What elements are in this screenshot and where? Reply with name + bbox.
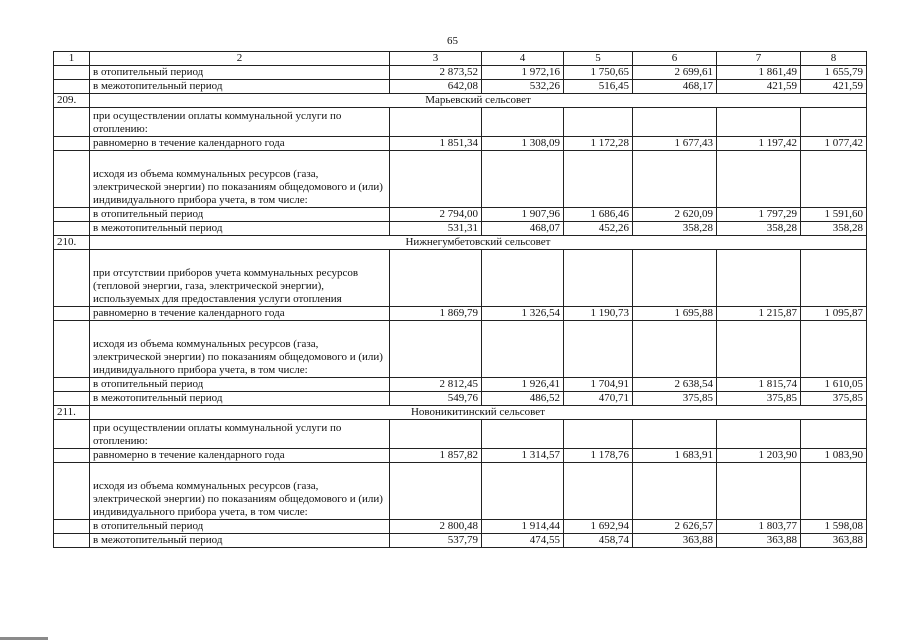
row-number — [54, 108, 90, 137]
value-cell: 375,85 — [717, 392, 801, 406]
value-cell: 549,76 — [390, 392, 482, 406]
value-cell — [390, 108, 482, 137]
value-cell: 458,74 — [564, 534, 633, 548]
row-number — [54, 222, 90, 236]
value-cell: 516,45 — [564, 80, 633, 94]
table-row — [54, 222, 867, 236]
row-label: исходя из объема коммунальных ресурсов (газа, электрической энергии) по показаниям общедомового и (или) индивидуального прибора учета, в том числе: — [90, 151, 390, 208]
value-cell: 1 203,90 — [717, 449, 801, 463]
description-row — [54, 250, 867, 307]
table-row — [54, 534, 867, 548]
value-cell: 1 861,49 — [717, 66, 801, 80]
row-number — [54, 378, 90, 392]
row-number: 209. — [54, 94, 90, 108]
row-label: в межотопительный период — [90, 392, 390, 406]
value-cell — [564, 250, 633, 307]
row-label: в отопительный период — [90, 66, 390, 80]
value-cell — [801, 463, 867, 520]
value-cell: 1 815,74 — [717, 378, 801, 392]
row-label: при осуществлении оплаты коммунальной услуги по отоплению: — [90, 108, 390, 137]
table-row — [54, 378, 867, 392]
value-cell: 486,52 — [482, 392, 564, 406]
value-cell — [564, 151, 633, 208]
value-cell: 452,26 — [564, 222, 633, 236]
value-cell: 470,71 — [564, 392, 633, 406]
value-cell: 1 655,79 — [801, 66, 867, 80]
value-cell: 537,79 — [390, 534, 482, 548]
value-cell: 1 857,82 — [390, 449, 482, 463]
value-cell: 363,88 — [633, 534, 717, 548]
value-cell: 2 620,09 — [633, 208, 717, 222]
value-cell: 1 907,96 — [482, 208, 564, 222]
row-number — [54, 137, 90, 151]
row-label: исходя из объема коммунальных ресурсов (газа, электрической энергии) по показаниям общедомового и (или) индивидуального прибора учета, в том числе: — [90, 321, 390, 378]
value-cell: 363,88 — [801, 534, 867, 548]
value-cell: 1 914,44 — [482, 520, 564, 534]
value-cell — [564, 108, 633, 137]
section-title: Марьевский сельсовет — [90, 94, 867, 108]
row-label: при отсутствии приборов учета коммунальных ресурсов (тепловой энергии, газа, электрической энергии), используемых для предоставления услуги отопления — [90, 250, 390, 307]
header-cell: 2 — [90, 52, 390, 66]
row-label: в межотопительный период — [90, 80, 390, 94]
value-cell — [482, 151, 564, 208]
value-cell — [717, 151, 801, 208]
value-cell: 1 677,43 — [633, 137, 717, 151]
table-row — [54, 137, 867, 151]
value-cell — [564, 321, 633, 378]
value-cell: 363,88 — [717, 534, 801, 548]
value-cell — [801, 420, 867, 449]
value-cell: 468,17 — [633, 80, 717, 94]
value-cell: 1 750,65 — [564, 66, 633, 80]
row-number — [54, 66, 90, 80]
row-label: в межотопительный период — [90, 534, 390, 548]
value-cell — [482, 321, 564, 378]
value-cell — [801, 151, 867, 208]
value-cell — [633, 151, 717, 208]
table-row — [54, 208, 867, 222]
description-row — [54, 108, 867, 137]
row-number — [54, 208, 90, 222]
page-number: 65 — [447, 35, 458, 47]
value-cell: 1 797,29 — [717, 208, 801, 222]
row-number: 211. — [54, 406, 90, 420]
value-cell — [717, 420, 801, 449]
row-number — [54, 520, 90, 534]
value-cell: 421,59 — [801, 80, 867, 94]
value-cell: 1 083,90 — [801, 449, 867, 463]
value-cell — [801, 108, 867, 137]
value-cell: 1 972,16 — [482, 66, 564, 80]
value-cell — [390, 420, 482, 449]
value-cell: 1 215,87 — [717, 307, 801, 321]
row-number — [54, 420, 90, 449]
value-cell — [482, 463, 564, 520]
value-cell: 1 326,54 — [482, 307, 564, 321]
value-cell — [801, 250, 867, 307]
value-cell: 1 314,57 — [482, 449, 564, 463]
value-cell — [633, 463, 717, 520]
tariff-table — [53, 51, 867, 548]
row-label: равномерно в течение календарного года — [90, 307, 390, 321]
value-cell: 1 598,08 — [801, 520, 867, 534]
value-cell: 2 800,48 — [390, 520, 482, 534]
value-cell: 2 626,57 — [633, 520, 717, 534]
header-cell: 8 — [801, 52, 867, 66]
row-number — [54, 321, 90, 378]
value-cell — [390, 463, 482, 520]
value-cell: 2 794,00 — [390, 208, 482, 222]
table-row — [54, 392, 867, 406]
table-row — [54, 66, 867, 80]
value-cell — [482, 108, 564, 137]
section-row — [54, 236, 867, 250]
value-cell: 2 873,52 — [390, 66, 482, 80]
table-row — [54, 307, 867, 321]
row-number — [54, 151, 90, 208]
value-cell: 1 172,28 — [564, 137, 633, 151]
value-cell: 1 095,87 — [801, 307, 867, 321]
row-label: в межотопительный период — [90, 222, 390, 236]
value-cell: 1 926,41 — [482, 378, 564, 392]
value-cell — [633, 321, 717, 378]
value-cell: 1 610,05 — [801, 378, 867, 392]
value-cell: 1 190,73 — [564, 307, 633, 321]
row-number — [54, 80, 90, 94]
table-body — [54, 52, 867, 548]
row-label: в отопительный период — [90, 378, 390, 392]
value-cell: 642,08 — [390, 80, 482, 94]
value-cell — [717, 108, 801, 137]
value-cell: 1 686,46 — [564, 208, 633, 222]
row-label: в отопительный период — [90, 520, 390, 534]
value-cell: 358,28 — [633, 222, 717, 236]
row-label: при осуществлении оплаты коммунальной услуги по отоплению: — [90, 420, 390, 449]
section-title: Новоникитинский сельсовет — [90, 406, 867, 420]
table-row — [54, 520, 867, 534]
value-cell — [390, 321, 482, 378]
value-cell — [717, 463, 801, 520]
value-cell: 1 695,88 — [633, 307, 717, 321]
value-cell — [564, 420, 633, 449]
value-cell: 531,31 — [390, 222, 482, 236]
value-cell: 1 803,77 — [717, 520, 801, 534]
value-cell: 358,28 — [717, 222, 801, 236]
section-row — [54, 406, 867, 420]
value-cell — [633, 420, 717, 449]
value-cell: 2 699,61 — [633, 66, 717, 80]
value-cell: 1 308,09 — [482, 137, 564, 151]
header-row — [54, 52, 867, 66]
value-cell: 1 692,94 — [564, 520, 633, 534]
row-number — [54, 250, 90, 307]
value-cell — [564, 463, 633, 520]
value-cell — [633, 108, 717, 137]
description-row — [54, 151, 867, 208]
value-cell: 2 638,54 — [633, 378, 717, 392]
header-cell: 4 — [482, 52, 564, 66]
value-cell — [717, 321, 801, 378]
row-label: равномерно в течение календарного года — [90, 137, 390, 151]
description-row — [54, 321, 867, 378]
value-cell — [390, 250, 482, 307]
value-cell: 1 591,60 — [801, 208, 867, 222]
value-cell: 1 683,91 — [633, 449, 717, 463]
value-cell — [717, 250, 801, 307]
value-cell — [482, 420, 564, 449]
header-cell: 3 — [390, 52, 482, 66]
table-row — [54, 449, 867, 463]
row-number — [54, 307, 90, 321]
value-cell: 1 704,91 — [564, 378, 633, 392]
description-row — [54, 463, 867, 520]
description-row — [54, 420, 867, 449]
row-label: в отопительный период — [90, 208, 390, 222]
header-cell: 5 — [564, 52, 633, 66]
section-title: Нижнегумбетовский сельсовет — [90, 236, 867, 250]
value-cell: 1 869,79 — [390, 307, 482, 321]
value-cell: 358,28 — [801, 222, 867, 236]
row-number — [54, 449, 90, 463]
row-number: 210. — [54, 236, 90, 250]
value-cell — [633, 250, 717, 307]
value-cell: 1 178,76 — [564, 449, 633, 463]
row-label: равномерно в течение календарного года — [90, 449, 390, 463]
value-cell: 375,85 — [801, 392, 867, 406]
table-row — [54, 80, 867, 94]
header-cell: 6 — [633, 52, 717, 66]
value-cell: 468,07 — [482, 222, 564, 236]
row-number — [54, 463, 90, 520]
row-number — [54, 534, 90, 548]
value-cell: 2 812,45 — [390, 378, 482, 392]
row-label: исходя из объема коммунальных ресурсов (газа, электрической энергии) по показаниям общедомового и (или) индивидуального прибора учета, в том числе: — [90, 463, 390, 520]
section-row — [54, 94, 867, 108]
value-cell: 474,55 — [482, 534, 564, 548]
header-cell: 1 — [54, 52, 90, 66]
value-cell: 532,26 — [482, 80, 564, 94]
header-cell: 7 — [717, 52, 801, 66]
value-cell: 1 851,34 — [390, 137, 482, 151]
value-cell: 1 197,42 — [717, 137, 801, 151]
value-cell: 1 077,42 — [801, 137, 867, 151]
value-cell: 421,59 — [717, 80, 801, 94]
value-cell: 375,85 — [633, 392, 717, 406]
value-cell — [801, 321, 867, 378]
row-number — [54, 392, 90, 406]
value-cell — [390, 151, 482, 208]
value-cell — [482, 250, 564, 307]
